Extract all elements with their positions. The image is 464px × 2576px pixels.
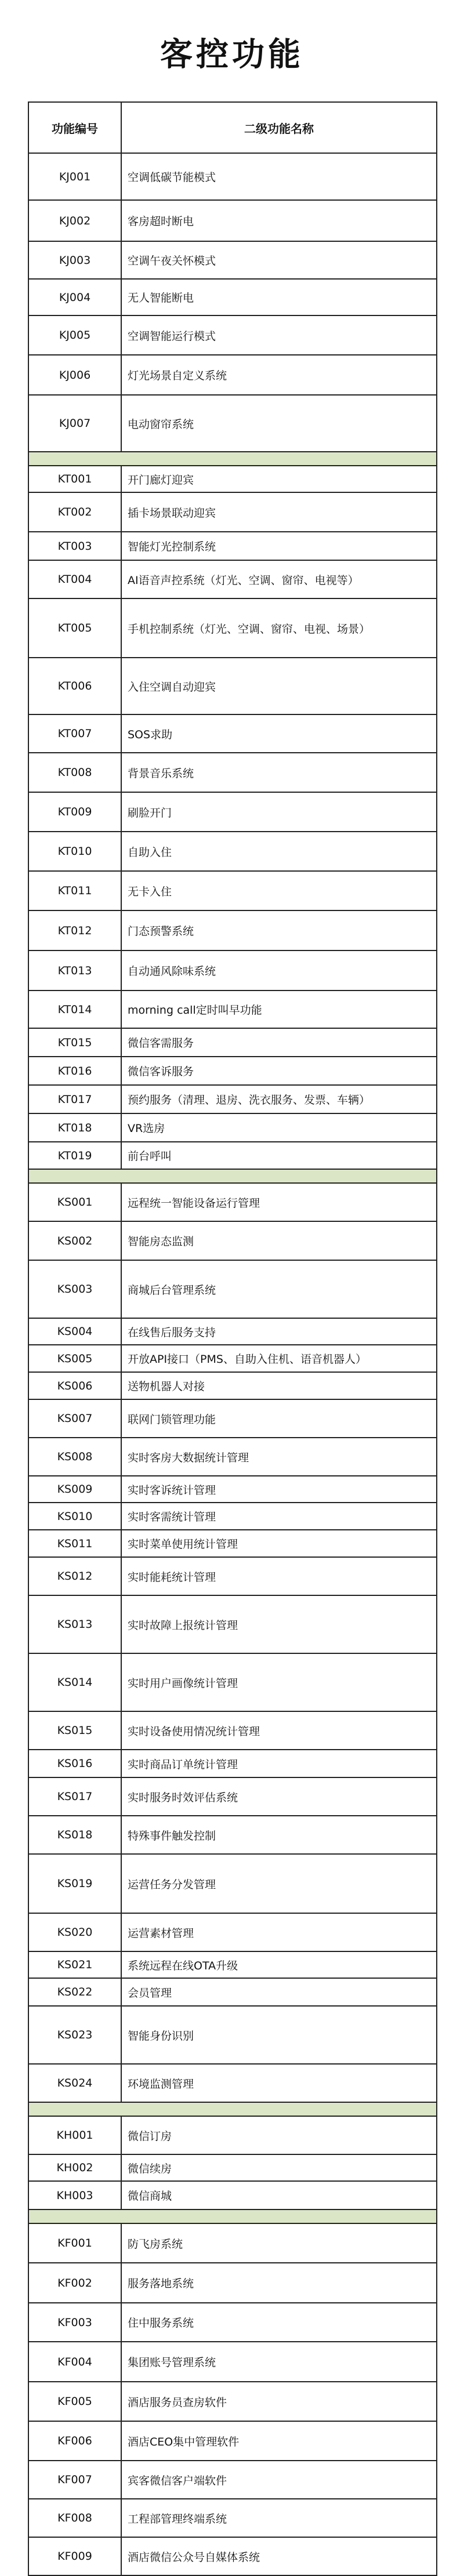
feature-code-cell: KF005 (28, 2382, 121, 2421)
feature-code-cell: KS024 (28, 2064, 121, 2102)
table-row (28, 2064, 437, 2102)
feature-name-cell: 实时客需统计管理 (121, 1503, 437, 1530)
table-row (28, 1057, 437, 1085)
table-row (28, 1557, 437, 1595)
table-row (28, 2382, 437, 2421)
table-row (28, 532, 437, 560)
feature-code-cell: KT016 (28, 1057, 121, 1085)
feature-name-cell: 自助入住 (121, 832, 437, 871)
feature-name-cell: 实时菜单使用统计管理 (121, 1530, 437, 1557)
table-row (28, 241, 437, 279)
table-row (28, 950, 437, 991)
feature-code-cell: KT003 (28, 532, 121, 560)
feature-name-cell: 空调低碳节能模式 (121, 153, 437, 200)
feature-code-cell: KJ004 (28, 279, 121, 315)
feature-code-cell: KT006 (28, 658, 121, 714)
feature-code-cell: KJ002 (28, 200, 121, 241)
feature-code-cell: KS021 (28, 1951, 121, 1978)
table-row (28, 2303, 437, 2342)
feature-code-cell: KF004 (28, 2342, 121, 2382)
separator-cell (28, 2102, 437, 2116)
feature-code-cell: KS003 (28, 1260, 121, 1318)
table-row (28, 492, 437, 532)
feature-code-cell: KS020 (28, 1913, 121, 1951)
section-separator (28, 2209, 437, 2223)
table-row (28, 2223, 437, 2263)
feature-code-cell: KS005 (28, 1345, 121, 1372)
feature-name-cell: 无人智能断电 (121, 279, 437, 315)
feature-name-cell: 智能房态监测 (121, 1221, 437, 1260)
table-row (28, 1028, 437, 1057)
feature-code-cell: KS013 (28, 1595, 121, 1653)
feature-code-cell: KT011 (28, 871, 121, 910)
feature-name-cell: 酒店微信公众号自媒体系统 (121, 2537, 437, 2575)
table-row (28, 2263, 437, 2303)
table-row (28, 871, 437, 910)
table-row (28, 1530, 437, 1557)
table-row (28, 1711, 437, 1750)
feature-code-cell: KT012 (28, 910, 121, 950)
feature-name-cell: 客房超时断电 (121, 200, 437, 241)
table-row (28, 1085, 437, 1113)
feature-name-cell: 环境监测管理 (121, 2064, 437, 2102)
table-row (28, 315, 437, 355)
feature-code-cell: KT019 (28, 1142, 121, 1169)
table-row (28, 792, 437, 832)
feature-code-cell: KS009 (28, 1476, 121, 1503)
table-row (28, 1318, 437, 1345)
table-row (28, 153, 437, 200)
feature-code-cell: KS006 (28, 1372, 121, 1399)
feature-code-cell: KS012 (28, 1557, 121, 1595)
feature-code-cell: KS011 (28, 1530, 121, 1557)
table-row (28, 1476, 437, 1503)
feature-code-cell: KS014 (28, 1653, 121, 1711)
feature-name-cell: 智能身份识别 (121, 2006, 437, 2064)
table-row (28, 1113, 437, 1142)
feature-name-cell: 实时能耗统计管理 (121, 1557, 437, 1595)
feature-name-cell: VR选房 (121, 1113, 437, 1142)
feature-name-cell: 防飞房系统 (121, 2223, 437, 2263)
feature-code-cell: KS007 (28, 1399, 121, 1438)
table-row (28, 598, 437, 658)
feature-name-cell: 实时商品订单统计管理 (121, 1750, 437, 1777)
feature-code-cell: KT008 (28, 753, 121, 792)
feature-code-cell: KS023 (28, 2006, 121, 2064)
feature-code-cell: KT002 (28, 492, 121, 532)
section-separator (28, 2102, 437, 2116)
feature-code-cell: KT007 (28, 714, 121, 753)
feature-name-cell: 宾客微信客户端软件 (121, 2461, 437, 2499)
table-row (28, 1260, 437, 1318)
feature-name-cell: 开门廊灯迎宾 (121, 466, 437, 492)
table-row (28, 1399, 437, 1438)
table-row (28, 910, 437, 950)
table-row (28, 1503, 437, 1530)
feature-name-cell: 商城后台管理系统 (121, 1260, 437, 1318)
feature-name-cell: 特殊事件触发控制 (121, 1816, 437, 1854)
table-row (28, 1372, 437, 1399)
table-row (28, 560, 437, 598)
feature-code-cell: KS018 (28, 1816, 121, 1854)
table-row (28, 1142, 437, 1169)
feature-code-cell: KS001 (28, 1183, 121, 1221)
feature-code-cell: KS017 (28, 1777, 121, 1816)
feature-code-cell: KS019 (28, 1854, 121, 1913)
feature-name-cell: 送物机器人对接 (121, 1372, 437, 1399)
feature-name-cell: 在线售后服务支持 (121, 1318, 437, 1345)
header-code: 功能编号 (28, 102, 121, 153)
feature-code-cell: KF003 (28, 2303, 121, 2342)
feature-name-cell: 插卡场景联动迎宾 (121, 492, 437, 532)
page-title: 客控功能 (160, 36, 304, 74)
feature-name-cell: 空调午夜关怀模式 (121, 241, 437, 279)
table-body (28, 153, 437, 2575)
feature-code-cell: KT014 (28, 991, 121, 1028)
feature-name-cell: 微信订房 (121, 2116, 437, 2154)
feature-code-cell: KS010 (28, 1503, 121, 1530)
table-row (28, 832, 437, 871)
feature-name-cell: 实时故障上报统计管理 (121, 1595, 437, 1653)
feature-code-cell: KF007 (28, 2461, 121, 2499)
section-separator (28, 452, 437, 466)
feature-table (28, 101, 437, 2576)
feature-name-cell: 集团账号管理系统 (121, 2342, 437, 2382)
feature-code-cell: KT010 (28, 832, 121, 871)
table-row (28, 200, 437, 241)
feature-name-cell: 灯光场景自定义系统 (121, 355, 437, 395)
feature-code-cell: KS022 (28, 1978, 121, 2006)
table-row (28, 2116, 437, 2154)
feature-code-cell: KJ001 (28, 153, 121, 200)
table-row (28, 1221, 437, 1260)
feature-name-cell: 智能灯光控制系统 (121, 532, 437, 560)
feature-name-cell: 微信续房 (121, 2154, 437, 2181)
table-row (28, 1595, 437, 1653)
table-row (28, 2342, 437, 2382)
feature-name-cell: 运营任务分发管理 (121, 1854, 437, 1913)
feature-name-cell: SOS求助 (121, 714, 437, 753)
feature-name-cell: 住中服务系统 (121, 2303, 437, 2342)
feature-code-cell: KT017 (28, 1085, 121, 1113)
feature-name-cell: 入住空调自动迎宾 (121, 658, 437, 714)
section-separator (28, 1169, 437, 1183)
feature-name-cell: 微信客诉服务 (121, 1057, 437, 1085)
feature-name-cell: 无卡入住 (121, 871, 437, 910)
table-row (28, 753, 437, 792)
table-row (28, 1653, 437, 1711)
feature-name-cell: 服务落地系统 (121, 2263, 437, 2303)
feature-code-cell: KF009 (28, 2537, 121, 2575)
feature-code-cell: KJ007 (28, 395, 121, 452)
feature-name-cell: 实时客房大数据统计管理 (121, 1438, 437, 1476)
feature-name-cell: 实时用户画像统计管理 (121, 1653, 437, 1711)
feature-name-cell: 联网门锁管理功能 (121, 1399, 437, 1438)
feature-name-cell: 系统远程在线OTA升级 (121, 1951, 437, 1978)
feature-code-cell: KF001 (28, 2223, 121, 2263)
feature-name-cell: morning call定时叫早功能 (121, 991, 437, 1028)
feature-name-cell: 酒店CEO集中管理软件 (121, 2421, 437, 2461)
feature-name-cell: 门态预警系统 (121, 910, 437, 950)
table-row (28, 2421, 437, 2461)
feature-name-cell: 实时服务时效评估系统 (121, 1777, 437, 1816)
feature-code-cell: KT015 (28, 1028, 121, 1057)
feature-name-cell: 运营素材管理 (121, 1913, 437, 1951)
feature-name-cell: 前台呼叫 (121, 1142, 437, 1169)
feature-name-cell: 刷脸开门 (121, 792, 437, 832)
feature-code-cell: KS015 (28, 1711, 121, 1750)
feature-name-cell: 电动窗帘系统 (121, 395, 437, 452)
feature-code-cell: KF008 (28, 2499, 121, 2537)
table-row (28, 1183, 437, 1221)
table-row (28, 1345, 437, 1372)
feature-name-cell: 实时设备使用情况统计管理 (121, 1711, 437, 1750)
table-row (28, 279, 437, 315)
feature-code-cell: KF006 (28, 2421, 121, 2461)
feature-code-cell: KT004 (28, 560, 121, 598)
feature-name-cell: 手机控制系统（灯光、空调、窗帘、电视、场景） (121, 598, 437, 658)
header-name: 二级功能名称 (121, 102, 437, 153)
feature-code-cell: KT018 (28, 1113, 121, 1142)
table-header-row (28, 102, 437, 153)
feature-name-cell: 会员管理 (121, 1978, 437, 2006)
feature-name-cell: 实时客诉统计管理 (121, 1476, 437, 1503)
separator-cell (28, 452, 437, 466)
table-row (28, 1913, 437, 1951)
table-row (28, 1438, 437, 1476)
table-row (28, 1951, 437, 1978)
feature-code-cell: KS004 (28, 1318, 121, 1345)
table-row (28, 658, 437, 714)
feature-code-cell: KF002 (28, 2263, 121, 2303)
table-row (28, 2181, 437, 2209)
feature-code-cell: KH002 (28, 2154, 121, 2181)
table-row (28, 1854, 437, 1913)
table-row (28, 2006, 437, 2064)
table-row (28, 991, 437, 1028)
feature-name-cell: 开放API接口（PMS、自助入住机、语音机器人） (121, 1345, 437, 1372)
feature-name-cell: 自动通风除味系统 (121, 950, 437, 991)
feature-name-cell: 空调智能运行模式 (121, 315, 437, 355)
feature-code-cell: KT013 (28, 950, 121, 991)
feature-name-cell: 背景音乐系统 (121, 753, 437, 792)
feature-name-cell: AI语音声控系统（灯光、空调、窗帘、电视等） (121, 560, 437, 598)
table-row (28, 714, 437, 753)
feature-code-cell: KS016 (28, 1750, 121, 1777)
feature-code-cell: KT005 (28, 598, 121, 658)
table-row (28, 1978, 437, 2006)
table-row (28, 2499, 437, 2537)
feature-code-cell: KH003 (28, 2181, 121, 2209)
separator-cell (28, 1169, 437, 1183)
table-row (28, 466, 437, 492)
feature-name-cell: 预约服务（清理、退房、洗衣服务、发票、车辆） (121, 1085, 437, 1113)
feature-name-cell: 工程部管理终端系统 (121, 2499, 437, 2537)
table-row (28, 2537, 437, 2575)
feature-name-cell: 酒店服务员查房软件 (121, 2382, 437, 2421)
feature-name-cell: 远程统一智能设备运行管理 (121, 1183, 437, 1221)
feature-code-cell: KJ003 (28, 241, 121, 279)
separator-cell (28, 2209, 437, 2223)
table-row (28, 1816, 437, 1854)
feature-code-cell: KT009 (28, 792, 121, 832)
feature-code-cell: KT001 (28, 466, 121, 492)
feature-code-cell: KJ006 (28, 355, 121, 395)
table-row (28, 395, 437, 452)
table-row (28, 1750, 437, 1777)
table-row (28, 2154, 437, 2181)
feature-code-cell: KJ005 (28, 315, 121, 355)
feature-code-cell: KS008 (28, 1438, 121, 1476)
feature-name-cell: 微信客需服务 (121, 1028, 437, 1057)
feature-code-cell: KH001 (28, 2116, 121, 2154)
feature-code-cell: KS002 (28, 1221, 121, 1260)
table-row (28, 1777, 437, 1816)
table-row (28, 2461, 437, 2499)
table-row (28, 355, 437, 395)
feature-name-cell: 微信商城 (121, 2181, 437, 2209)
